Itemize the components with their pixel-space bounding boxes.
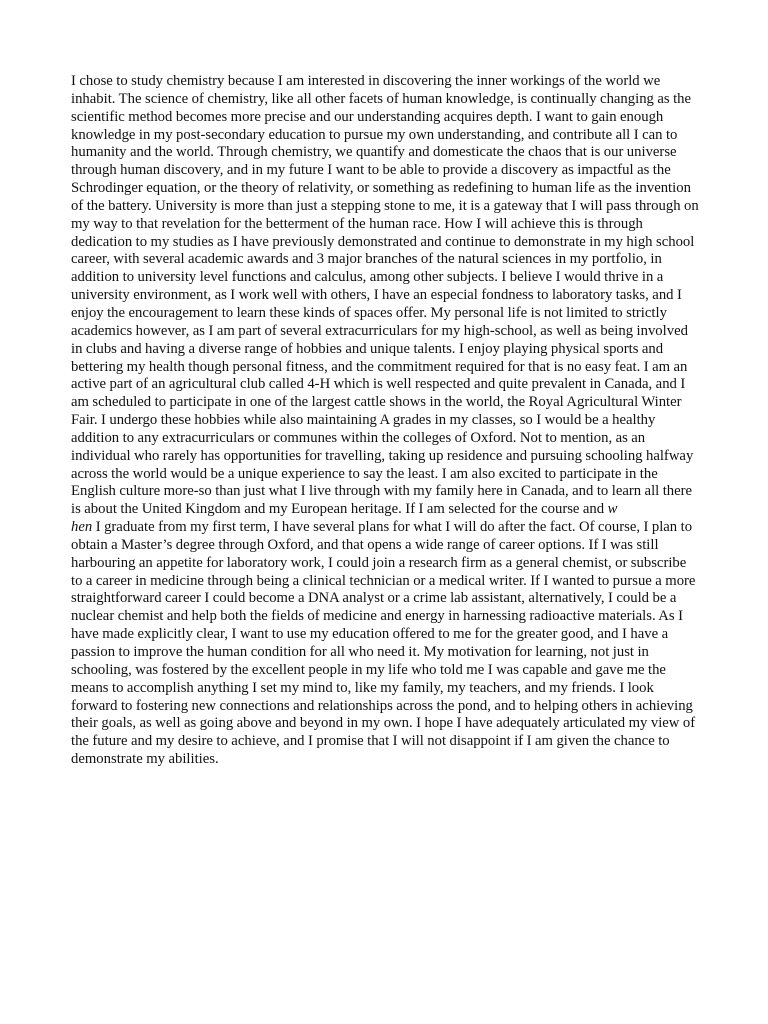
essay-paragraph — [71, 73, 701, 769]
essay-italic-fragment-2: hen — [71, 519, 93, 536]
essay-text-part-2: I graduate from my first term, I have several plans for what I will do after the fact. Of course, I plan to obtain a Master’s degree through Oxford, and that opens a wide range of career options. If I was still harbouring an appetite for laboratory work, I could join a research firm as a general chemist, or subscribe to a career in medicine through being a clinical technician or a medical writer. If I wanted to pursue a more straightforward career I could become a DNA analyst or a crime lab assistant, alternatively, I could be a nuclear chemist and help both the fields of medicine and energy in harnessing radioactive materials. As I have made explicitly clear, I want to use my education offered to me for the greater good, and I have a passion to improve the human condition for all who need it. My motivation for learning, not just in schooling, was fostered by the excellent people in my life who told me I was capable and gave me the means to accomplish anything I set my mind to, like my family, my teachers, and my friends. I look forward to fostering new connections and relationships across the pond, and to helping others in achieving their goals, as well as going above and beyond in my own. I hope I have adequately articulated my view of the future and my desire to achieve, and I promise that I will not disappoint if I am given the chance to demonstrate my abilities. — [71, 519, 696, 768]
essay-text-part-1: I chose to study chemistry because I am interested in discovering the inner workings of the world we inhabit. The science of chemistry, like all other facets of human knowledge, is continually changing as the scientific method becomes more precise and our understanding acquires depth. I want to gain enough knowledge in my post-secondary education to pursue my own understanding, and contribute all I can to humanity and the world. Through chemistry, we quantify and domesticate the chaos that is our universe through human discovery, and in my future I want to be able to provide a discovery as impactful as the Schrodinger equation, or the theory of relativity, or something as redefining to human life as the invention of the battery. University is more than just a stepping stone to me, it is a gateway that I will pass through on my way to that revelation for the betterment of the human race. How I will achieve this is through dedication to my studies as I have previously demonstrated and continue to demonstrate in my high school career, with several academic awards and 3 major branches of the natural sciences in my portfolio, in addition to university level functions and calculus, among other subjects. I believe I would thrive in a university environment, as I work well with others, I have an especial fondness to laboratory tasks, and I enjoy the encouragement to learn these kinds of spaces offer. My personal life is not limited to strictly academics however, as I am part of several extracurriculars for my high-school, as well as being involved in clubs and having a diverse range of hobbies and unique talents. I enjoy playing physical sports and bettering my health though personal fitness, and the commitment required for that is no easy feat. I am an active part of an agricultural club called 4-H which is well respected and quite prevalent in Canada, and I am scheduled to participate in one of the largest cattle shows in the world, the Royal Agricultural Winter Fair. I undergo these hobbies while also maintaining A grades in my classes, so I would be a healthy addition to any extracurriculars or communes within the colleges of Oxford. Not to mention, as an individual who rarely has opportunities for travelling, taking up residence and pursuing schooling halfway across the world would be a unique experience to say the least. I am also excited to participate in the English culture more-so than just what I live through with my family here in Canada, and to learn all there is about the United Kingdom and my European heritage. If I am selected for the course and — [71, 73, 699, 518]
essay-italic-fragment-1: w — [607, 501, 618, 518]
